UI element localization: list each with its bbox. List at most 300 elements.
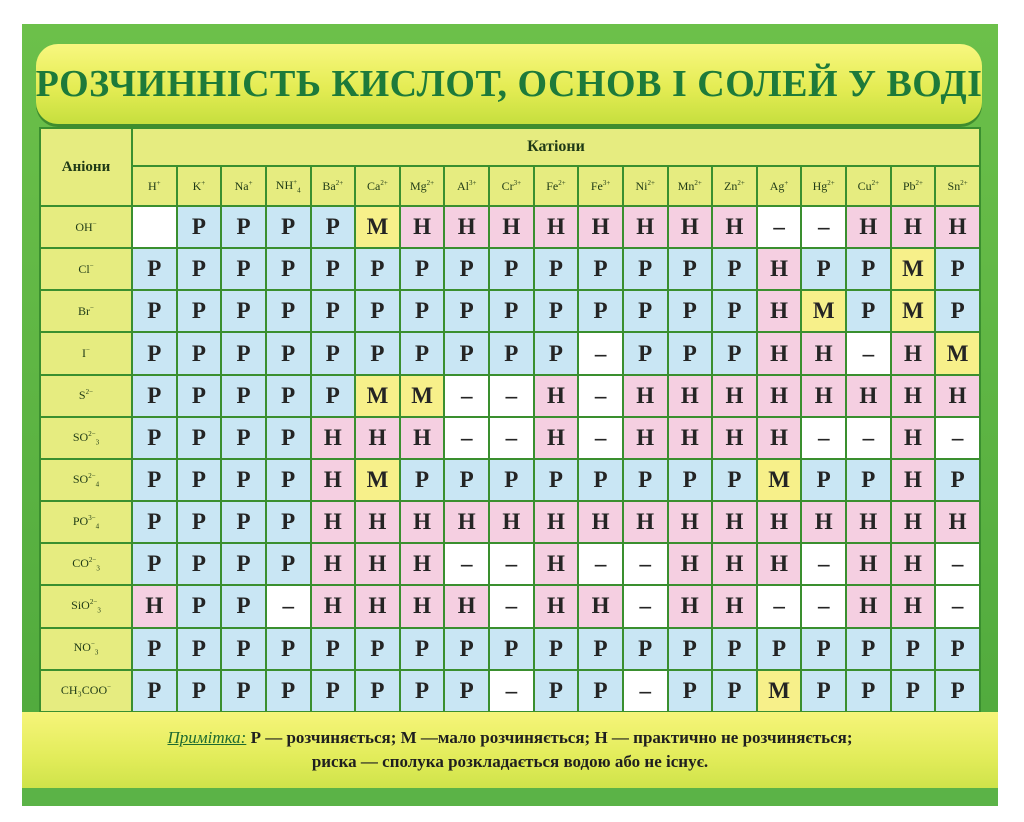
cation-label-charge: 2+ [827, 178, 835, 187]
solubility-cell: Н [444, 501, 489, 543]
solubility-cell: Р [266, 417, 311, 459]
table-body [40, 206, 980, 712]
anion-label-charge: 2− [88, 556, 97, 565]
cation-header-cell [132, 166, 177, 206]
cation-label-charge: 2+ [335, 178, 344, 187]
solubility-cell: Р [355, 290, 400, 332]
solubility-cell: Р [177, 417, 222, 459]
anions-header: Аніони [40, 128, 132, 206]
solubility-cell: – [489, 670, 534, 712]
solubility-cell: Р [132, 459, 177, 501]
cation-label [457, 179, 476, 193]
solubility-cell: Р [668, 248, 713, 290]
solubility-cell: Р [668, 628, 713, 670]
solubility-cell: – [444, 417, 489, 459]
anion-label [71, 598, 101, 615]
anion-label [72, 513, 100, 531]
solubility-cell: Н [757, 248, 802, 290]
anion-header-cell [40, 332, 132, 374]
cation-label [858, 179, 879, 193]
anion-label [72, 556, 100, 573]
cation-header-cell [311, 166, 356, 206]
cation-label-symbol: H [148, 178, 157, 193]
anion-label [61, 683, 111, 697]
table-row [40, 585, 980, 627]
anion-label [75, 220, 96, 234]
solubility-cell: Р [400, 332, 445, 374]
table-row [40, 670, 980, 712]
solubility-cell: – [801, 543, 846, 585]
anion-label-symbol: CO [72, 556, 89, 571]
solubility-cell: Р [489, 332, 534, 374]
anion-header-cell [40, 501, 132, 543]
solubility-cell: Р [444, 670, 489, 712]
table-row [40, 459, 980, 501]
solubility-cell: Н [668, 543, 713, 585]
cation-header-cell [489, 166, 534, 206]
solubility-cell: Н [757, 543, 802, 585]
solubility-cell: Р [534, 459, 579, 501]
anion-label [72, 429, 100, 447]
solubility-cell: Н [355, 417, 400, 459]
cation-label-symbol: Mg [410, 178, 427, 193]
solubility-cell: Н [400, 206, 445, 248]
solubility-cell: Н [801, 332, 846, 374]
solubility-cell: Р [132, 670, 177, 712]
cation-label [367, 179, 388, 193]
note-panel [22, 712, 998, 788]
solubility-cell: Р [668, 670, 713, 712]
anion-label [82, 346, 90, 360]
anion-header-cell [40, 375, 132, 417]
anion-label-symbol: PO [72, 513, 89, 528]
solubility-cell: – [489, 543, 534, 585]
solubility-cell: – [444, 543, 489, 585]
anion-label-subscript: 3 [97, 606, 101, 615]
solubility-cell: Р [132, 290, 177, 332]
solubility-cell: Н [712, 375, 757, 417]
note-label: Примітка: [167, 728, 247, 747]
anion-label-symbol: CH₃COO [60, 683, 108, 698]
cation-label-symbol: Ni [635, 178, 648, 193]
anion-label [73, 640, 99, 657]
solubility-cell: Н [846, 543, 891, 585]
anion-header-cell [40, 670, 132, 712]
solubility-cell: Н [935, 375, 980, 417]
solubility-cell: Н [757, 332, 802, 374]
title-banner [36, 44, 982, 124]
solubility-cell: Р [712, 332, 757, 374]
cation-header-cell [355, 166, 400, 206]
solubility-cell: Р [355, 670, 400, 712]
solubility-cell: Н [623, 501, 668, 543]
solubility-cell: Н [712, 585, 757, 627]
cation-label-symbol: Fe [546, 178, 559, 193]
anion-label [72, 471, 100, 489]
cation-label-charge: 2+ [871, 178, 880, 187]
cation-header-cell [400, 166, 445, 206]
solubility-cell: Р [311, 375, 356, 417]
solubility-cell: Р [311, 670, 356, 712]
cation-label-symbol: Ca [367, 178, 381, 193]
solubility-cell: – [846, 332, 891, 374]
solubility-table [39, 127, 981, 713]
solubility-cell: – [801, 206, 846, 248]
solubility-cell: – [846, 417, 891, 459]
anion-header-cell [40, 543, 132, 585]
solubility-cell: Р [266, 459, 311, 501]
solubility-cell: Р [489, 459, 534, 501]
solubility-cell: Н [891, 332, 936, 374]
solubility-cell: Р [712, 670, 757, 712]
solubility-cell: М [935, 332, 980, 374]
solubility-cell: Н [757, 501, 802, 543]
solubility-cell: Р [623, 290, 668, 332]
solubility-cell: Н [891, 585, 936, 627]
solubility-cell: М [891, 290, 936, 332]
solubility-cell: Н [891, 459, 936, 501]
solubility-cell: – [578, 417, 623, 459]
solubility-cell: Н [801, 501, 846, 543]
anion-label-charge: 2− [88, 471, 96, 480]
cation-label [678, 179, 702, 193]
solubility-cell: Р [177, 290, 222, 332]
cation-label [193, 179, 206, 193]
solubility-cell: Р [623, 628, 668, 670]
solubility-cell: Р [668, 290, 713, 332]
solubility-cell: Н [489, 206, 534, 248]
solubility-cell: Р [221, 417, 266, 459]
solubility-cell: Р [355, 628, 400, 670]
note-line-1 [167, 726, 852, 750]
solubility-cell: Н [400, 543, 445, 585]
solubility-cell: Н [534, 417, 579, 459]
solubility-cell: Р [177, 375, 222, 417]
solubility-cell: Р [444, 628, 489, 670]
solubility-cell: Н [311, 585, 356, 627]
solubility-cell: Р [623, 459, 668, 501]
anion-header-cell [40, 206, 132, 248]
solubility-cell: Р [355, 248, 400, 290]
cation-header-cell [712, 166, 757, 206]
solubility-cell: – [578, 375, 623, 417]
solubility-cell: Р [489, 290, 534, 332]
solubility-cell: Н [578, 501, 623, 543]
solubility-cell: Н [891, 501, 936, 543]
anion-label-charge: − [90, 640, 95, 649]
cation-label-charge: 3+ [468, 178, 477, 187]
solubility-cell: Р [177, 248, 222, 290]
cation-label-charge: 2+ [558, 178, 566, 187]
anion-label-symbol: S [78, 388, 86, 403]
solubility-cell: Р [311, 290, 356, 332]
solubility-cell: Р [489, 628, 534, 670]
cation-label-charge: + [293, 177, 298, 186]
solubility-cell: Р [311, 332, 356, 374]
solubility-cell: Р [177, 670, 222, 712]
solubility-cell: Р [712, 290, 757, 332]
solubility-cell: Р [400, 290, 445, 332]
solubility-cell: Р [132, 501, 177, 543]
solubility-cell: Р [400, 628, 445, 670]
note-text-1: Р — розчиняється; М —мало розчиняється; Н — практично не розчиняється; [250, 728, 853, 747]
solubility-cell: Н [712, 417, 757, 459]
cation-label-symbol: Pb [902, 178, 916, 193]
solubility-cell: Р [132, 628, 177, 670]
solubility-cell: Р [534, 332, 579, 374]
solubility-cell: М [400, 375, 445, 417]
solubility-table-wrapper [39, 127, 981, 713]
solubility-cell: М [355, 375, 400, 417]
solubility-cell: Н [757, 290, 802, 332]
solubility-cell: Р [534, 290, 579, 332]
cation-label-symbol: Mn [677, 178, 695, 193]
solubility-cell: Н [891, 206, 936, 248]
cation-label [770, 179, 789, 193]
solubility-cell: Р [801, 248, 846, 290]
cation-header-cell [177, 166, 222, 206]
solubility-cell: Н [668, 206, 713, 248]
anion-label-subscript: 3 [94, 648, 99, 657]
anion-label-symbol: SO [72, 429, 89, 444]
cation-header-cell [935, 166, 980, 206]
solubility-cell: Р [221, 248, 266, 290]
solubility-cell: Р [177, 585, 222, 627]
solubility-cell: Н [801, 375, 846, 417]
solubility-cell: Р [623, 332, 668, 374]
anion-label-symbol: Br [78, 303, 91, 318]
solubility-cell: Р [846, 290, 891, 332]
anion-label-subscript: 3 [95, 438, 100, 447]
solubility-cell: Р [935, 670, 980, 712]
cation-label-symbol: Ag [769, 178, 785, 193]
solubility-cell: Н [400, 417, 445, 459]
solubility-cell: Р [266, 290, 311, 332]
solubility-cell: Р [266, 501, 311, 543]
anion-label-subscript: 3 [96, 564, 100, 573]
solubility-cell [132, 206, 177, 248]
cation-label-charge: 3+ [513, 178, 522, 187]
solubility-cell: Н [891, 417, 936, 459]
solubility-cell: Р [132, 332, 177, 374]
solubility-cell: Н [712, 501, 757, 543]
page-title: РОЗЧИННІСТЬ КИСЛОТ, ОСНОВ І СОЛЕЙ У ВОДІ [35, 63, 983, 105]
anion-label-symbol: Cl [78, 261, 90, 276]
solubility-cell: Р [935, 248, 980, 290]
cation-header-cell [801, 166, 846, 206]
solubility-cell: Р [132, 543, 177, 585]
cation-label-symbol: Hg [812, 178, 828, 193]
solubility-cell: Н [757, 417, 802, 459]
anion-header-cell [40, 628, 132, 670]
solubility-cell: Р [132, 248, 177, 290]
solubility-cell: Н [311, 501, 356, 543]
solubility-cell: Р [132, 417, 177, 459]
solubility-cell: Н [712, 206, 757, 248]
solubility-cell: Н [355, 585, 400, 627]
cation-label [322, 179, 343, 193]
anion-label-charge: 2− [85, 388, 94, 397]
solubility-cell: Н [846, 375, 891, 417]
anion-label-charge: 3− [88, 513, 96, 522]
cation-label-charge: + [201, 178, 206, 187]
solubility-cell: Н [355, 501, 400, 543]
solubility-cell: М [355, 206, 400, 248]
solubility-cell: Н [311, 459, 356, 501]
solubility-cell: – [935, 417, 980, 459]
solubility-cell: Р [221, 332, 266, 374]
cation-label [724, 179, 745, 193]
solubility-cell: Н [534, 543, 579, 585]
solubility-cell: Р [801, 628, 846, 670]
cation-label-charge: 3+ [602, 178, 611, 187]
solubility-cell: – [623, 543, 668, 585]
solubility-cell: – [801, 417, 846, 459]
solubility-cell: Р [891, 628, 936, 670]
solubility-cell: – [489, 375, 534, 417]
solubility-cell: Р [221, 206, 266, 248]
anion-header-cell [40, 248, 132, 290]
solubility-cell: Н [489, 501, 534, 543]
solubility-cell: М [355, 459, 400, 501]
solubility-cell: Р [578, 670, 623, 712]
cation-header-cell [757, 166, 802, 206]
anion-label-charge: 2− [88, 429, 96, 438]
solubility-cell: Н [846, 501, 891, 543]
solubility-cell: Р [400, 670, 445, 712]
solubility-cell: Р [935, 459, 980, 501]
cation-label-charge: 2+ [694, 178, 702, 187]
solubility-cell: – [623, 585, 668, 627]
solubility-cell: Р [266, 206, 311, 248]
anion-label-charge: − [89, 261, 94, 270]
solubility-cell: Р [177, 459, 222, 501]
solubility-cell: Н [668, 417, 713, 459]
anion-label-charge: − [107, 683, 112, 692]
solubility-cell: Н [132, 585, 177, 627]
cation-label-symbol: Al [456, 178, 469, 193]
anion-label-symbol: OH [75, 219, 93, 234]
solubility-cell: Р [534, 670, 579, 712]
solubility-cell: Н [623, 417, 668, 459]
cation-label-charge: + [248, 178, 253, 187]
cation-label-symbol: Sn [947, 178, 961, 193]
anion-label [79, 388, 93, 402]
solubility-cell: Р [668, 332, 713, 374]
anion-label-symbol: SiO [71, 598, 90, 613]
solubility-cell: Р [266, 375, 311, 417]
cation-label-symbol: Zn [724, 178, 738, 193]
solubility-cell: Р [311, 206, 356, 248]
cations-header: Катіони [132, 128, 980, 166]
solubility-cell: Н [534, 206, 579, 248]
cation-label [813, 179, 835, 193]
cation-label [502, 179, 521, 193]
cation-label [591, 179, 610, 193]
anion-label-symbol: I [82, 346, 87, 361]
solubility-cell: – [757, 585, 802, 627]
solubility-cell: Р [712, 628, 757, 670]
solubility-cell: Р [355, 332, 400, 374]
solubility-cell: Н [846, 585, 891, 627]
solubility-cell: Р [846, 628, 891, 670]
solubility-cell: Р [221, 375, 266, 417]
solubility-cell: Н [712, 543, 757, 585]
solubility-cell: Р [444, 248, 489, 290]
solubility-cell: Р [578, 290, 623, 332]
table-row [40, 501, 980, 543]
solubility-cell: Р [177, 543, 222, 585]
solubility-cell: Н [668, 585, 713, 627]
table-row [40, 290, 980, 332]
solubility-cell: – [489, 417, 534, 459]
solubility-cell: М [757, 670, 802, 712]
anion-label [78, 262, 93, 276]
cation-header-cell [578, 166, 623, 206]
solubility-cell: Р [578, 248, 623, 290]
solubility-cell: Н [935, 501, 980, 543]
solubility-cell: – [935, 543, 980, 585]
solubility-cell: Н [534, 375, 579, 417]
solubility-cell: Р [712, 459, 757, 501]
solubility-cell: Р [221, 459, 266, 501]
cation-label-charge: 2+ [737, 178, 745, 187]
anion-header-cell [40, 417, 132, 459]
solubility-cell: – [801, 585, 846, 627]
cation-label [235, 179, 253, 193]
solubility-cell: Р [400, 248, 445, 290]
cation-label [903, 179, 923, 193]
solubility-cell: Н [444, 585, 489, 627]
solubility-cell: Н [891, 375, 936, 417]
solubility-cell: Р [221, 543, 266, 585]
solubility-cell: Р [444, 290, 489, 332]
anion-label-subscript: 4 [95, 480, 100, 489]
cation-label-subscript: 4 [297, 186, 301, 195]
cation-label-symbol: Fe [590, 178, 603, 193]
solubility-cell: Н [668, 501, 713, 543]
anion-label-symbol: NO [73, 640, 91, 655]
table-row [40, 206, 980, 248]
solubility-cell: М [891, 248, 936, 290]
solubility-cell: Р [400, 459, 445, 501]
cation-label-symbol: Cu [857, 178, 872, 193]
anion-label-symbol: SO [72, 471, 89, 486]
solubility-cell: Р [177, 332, 222, 374]
anion-label-subscript: 4 [95, 522, 100, 531]
cation-header-cell [891, 166, 936, 206]
solubility-cell: – [444, 375, 489, 417]
solubility-cell: Р [534, 628, 579, 670]
solubility-cell: Н [846, 206, 891, 248]
cation-header-cell [444, 166, 489, 206]
table-row [40, 417, 980, 459]
solubility-cell: Н [623, 206, 668, 248]
solubility-cell: Р [578, 628, 623, 670]
solubility-cell: Р [623, 248, 668, 290]
cation-header-row [40, 166, 980, 206]
solubility-cell: М [757, 459, 802, 501]
solubility-cell: – [266, 585, 311, 627]
anion-header-cell [40, 459, 132, 501]
solubility-cell: – [578, 332, 623, 374]
solubility-cell: Р [266, 248, 311, 290]
solubility-cell: Р [221, 628, 266, 670]
cation-header-cell [668, 166, 713, 206]
anion-label [78, 304, 94, 318]
cation-header-cell [221, 166, 266, 206]
solubility-cell: Н [668, 375, 713, 417]
